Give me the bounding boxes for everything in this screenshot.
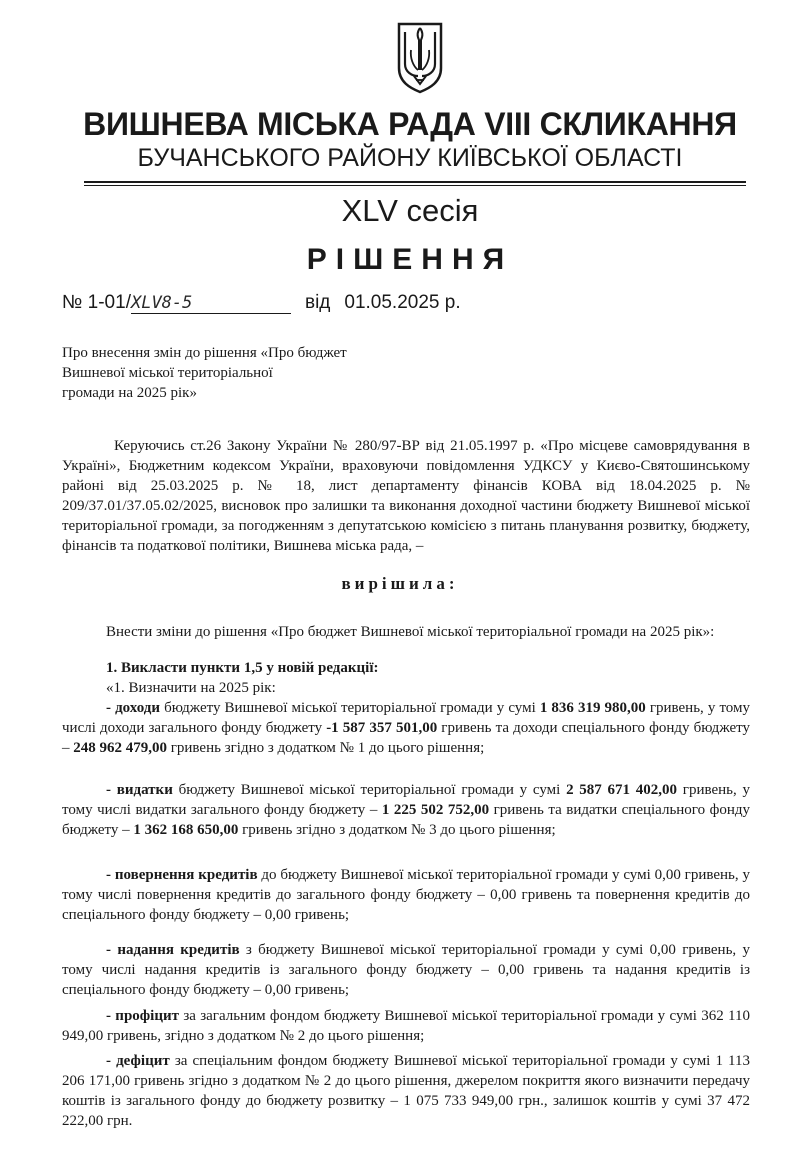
surplus-text: за загальним фондом бюджету Вишневої міської територіальної громади у сумі 362 110 949,00 гривень, згідно з додатком № 2 до цього рішення; bbox=[62, 1008, 750, 1044]
subject-line: Вишневої міської територіальної bbox=[62, 365, 273, 381]
loan-issue-text: з бюджету Вишневої міської територіальної громади у сумі 0,00 гривень, у тому числі надання кредитів із загального фонду бюджету – 0,00 гривень та надання кредитів із спеціального фонду бюджету – 0,00 гривень; bbox=[62, 942, 751, 998]
deficit-label: - дефіцит bbox=[106, 1053, 170, 1069]
expense-text: гривень, у тому числі видатки загального фонду бюджету – bbox=[62, 782, 751, 818]
subject-line: громади на 2025 рік» bbox=[62, 385, 197, 401]
decision-number-prefix: № 1-01/ bbox=[62, 292, 131, 313]
expense-special: 1 362 168 650,00 bbox=[133, 822, 239, 838]
coat-of-arms-icon bbox=[396, 22, 444, 94]
intro-paragraph: Внести зміни до рішення «Про бюджет Вишневої міської територіальної громади на 2025 рік»: bbox=[106, 624, 715, 640]
expense-text: гривень згідно з додатком № 3 до цього рішення; bbox=[238, 822, 556, 838]
loan-return-text: до бюджету Вишневої міської територіальної громади у сумі 0,00 гривень, у тому числі повернення кредитів до загального фонду бюджету – 0,00 гривень та повернення кредитів до спеціального фонду бюджету – 0,00 гривень; bbox=[62, 867, 750, 923]
surplus-paragraph bbox=[62, 1006, 750, 1046]
loan-return-label: - повернення кредитів bbox=[106, 867, 258, 883]
income-general: -1 587 357 501,00 bbox=[326, 720, 438, 736]
loan-issue-label: - надання кредитів bbox=[106, 942, 240, 958]
subject-line: Про внесення змін до рішення «Про бюджет bbox=[62, 345, 347, 361]
preamble-paragraph: Керуючись ст.26 Закону України № 280/97-ВР від 21.05.1997 р. «Про місцеве самоврядування в Україні», Бюджетним кодексом України, враховуючи повідомлення УДКСУ у Києво-Святошинському районі від 25.03.2025 р. № 18, лист департаменту фінансів КОВА від 18.04.2025 р. № 209/37.01/37.05.02/2025, висновок про залишки та виконання доходної частини бюджету Вишневої міської територіальної громади, за погодженням з депутатською комісією з питань планування розвитку, бюджету, фінансів та податкової політики, Вишнева міська рада, – bbox=[62, 438, 750, 554]
income-text: гривень та доходи спеціального фонду бюджету – bbox=[62, 720, 750, 756]
council-subtitle: БУЧАНСЬКОГО РАЙОНУ КИЇВСЬКОЇ ОБЛАСТІ bbox=[137, 144, 683, 172]
expense-paragraph bbox=[62, 780, 750, 840]
quote-start: «1. Визначити на 2025 рік: bbox=[106, 680, 276, 696]
header-divider-thin bbox=[84, 185, 746, 186]
loan-issue-paragraph bbox=[62, 940, 750, 1000]
resolved-heading: вирішила: bbox=[341, 574, 459, 593]
item-1-heading: 1. Викласти пункти 1,5 у новій редакції: bbox=[106, 660, 379, 676]
income-special: 248 962 479,00 bbox=[73, 740, 167, 756]
decision-date: 01.05.2025 р. bbox=[344, 292, 461, 313]
income-text: гривень, у тому числі доходи загального фонду бюджету bbox=[62, 700, 751, 736]
header-divider bbox=[84, 181, 746, 183]
deficit-paragraph bbox=[62, 1051, 750, 1131]
decision-title: РІШЕННЯ bbox=[306, 243, 514, 276]
income-text: бюджету Вишневої міської територіальної громади у сумі bbox=[160, 700, 540, 716]
expense-text: гривень та видатки спеціального фонду бюджету – bbox=[62, 802, 750, 838]
decision-subject bbox=[62, 343, 422, 403]
date-label: від bbox=[304, 292, 331, 313]
loan-return-paragraph bbox=[62, 865, 750, 925]
income-label: - доходи bbox=[106, 700, 161, 716]
income-paragraph bbox=[62, 698, 750, 758]
expense-total: 2 587 671 402,00 bbox=[566, 782, 678, 798]
surplus-label: - профіцит bbox=[106, 1008, 179, 1024]
expense-text: бюджету Вишневої міської територіальної громади у сумі bbox=[172, 782, 567, 798]
decision-number-line bbox=[62, 290, 461, 316]
income-text: гривень згідно з додатком № 1 до цього рішення; bbox=[167, 740, 485, 756]
deficit-text: за спеціальним фондом бюджету Вишневої міської територіальної громади у сумі 1 113 206 171,00 гривень згідно з додатком № 2 до цього рішення, джерелом покриття якого визначити передачу коштів із загального фонду до бюджету розвитку – 1 075 733 949,00 грн., залишок коштів у сумі 37 472 222,00 грн. bbox=[62, 1053, 750, 1129]
income-total: 1 836 319 980,00 bbox=[539, 700, 646, 716]
council-title: ВИШНЕВА МІСЬКА РАДА VIII СКЛИКАННЯ bbox=[83, 106, 737, 142]
session-label: XLV сесія bbox=[341, 193, 479, 228]
handwritten-number: XLV8-5 bbox=[131, 293, 291, 314]
expense-general: 1 225 502 752,00 bbox=[381, 802, 490, 818]
expense-label: - видатки bbox=[106, 782, 173, 798]
